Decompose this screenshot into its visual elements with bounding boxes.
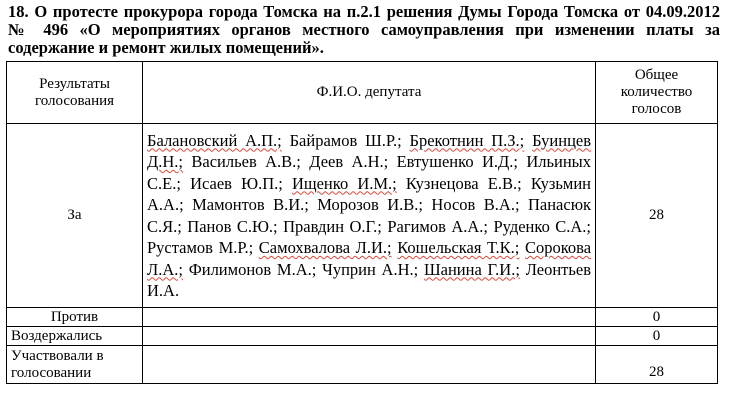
deputy-name: Панасюк С.Я.; (147, 195, 592, 236)
deputy-name: Рустамов М.Р.; (147, 238, 254, 257)
row-count-participated: 28 (596, 346, 718, 384)
deputy-name: Шанина Г.И.; (423, 259, 520, 279)
deputy-name: Байрамов Ш.Р.; (289, 130, 402, 150)
deputy-name: Самохвалова Л.И.; (258, 238, 392, 257)
table-row-for (7, 124, 718, 308)
header-names: Ф.И.О. депутата (143, 62, 596, 124)
voting-results-table (6, 61, 718, 384)
deputy-name: Кузьмин А.А.; (147, 173, 591, 214)
deputy-name: Сорокова Л.А.; (147, 238, 592, 279)
deputy-name: Евтушенко И.Д.; (396, 152, 518, 171)
row-count-abstained: 0 (596, 327, 718, 346)
deputy-names-abstained (143, 327, 596, 346)
deputy-name: Филимонов М.А.; (188, 259, 317, 279)
deputy-name: Чуприн А.Н.; (322, 259, 419, 279)
deputy-name: Брекотнин П.З.; (409, 130, 525, 150)
deputy-name: Кошельская Т.К.; (397, 238, 520, 257)
table-row-abstained (7, 327, 718, 346)
header-result: Результаты голосования (7, 62, 143, 124)
row-label-participated: Участвовали в голосовании (7, 346, 143, 384)
row-label-for: За (7, 124, 143, 308)
deputy-name: Буинцев Д.Н.; (147, 130, 592, 171)
item-heading: 18. О протесте прокурора города Томска на п.2.1 решения Думы Города Томска от 04.09.2012 № 496 «О мероприятиях органов местного самоуправления при изменении платы за содержание и ремонт жилых помещений». (8, 2, 720, 57)
table-row-against (7, 308, 718, 327)
deputy-names-against (143, 308, 596, 327)
deputy-names-participated (143, 346, 596, 384)
deputy-name: Леонтьев И.А. (147, 259, 592, 300)
deputy-name: Мамонтов В.И.; (192, 195, 309, 214)
deputy-name: Деев А.Н.; (309, 152, 389, 171)
row-label-against: Против (7, 308, 143, 327)
table-header-row (7, 62, 718, 124)
deputy-name: Кузнецова Е.В.; (405, 173, 522, 193)
row-label-abstained: Воздержались (7, 327, 143, 346)
deputy-name: Ищенко И.М.; (291, 173, 397, 193)
deputy-name: Панов С.Ю.; (187, 216, 278, 236)
header-total: Общее количество голосов (596, 62, 718, 124)
deputy-name: Исаев Ю.П.; (190, 173, 283, 193)
deputy-name: Руденко С.А.; (493, 216, 592, 236)
deputy-name: Морозов И.В.; (317, 195, 423, 214)
row-count-against: 0 (596, 308, 718, 327)
deputy-name: Носов В.А.; (431, 195, 520, 214)
deputy-name: Васильев А.В.; (191, 152, 301, 171)
deputy-name: Ильиных С.Е.; (147, 152, 591, 193)
deputy-name: Правдин О.Г.; (283, 216, 382, 236)
deputy-name: Рагимов А.А.; (387, 216, 489, 236)
table-row-participated (7, 346, 718, 384)
row-count-for: 28 (596, 124, 718, 308)
deputy-names-for (143, 124, 596, 308)
deputy-name: Балановский А.П.; (147, 130, 282, 150)
